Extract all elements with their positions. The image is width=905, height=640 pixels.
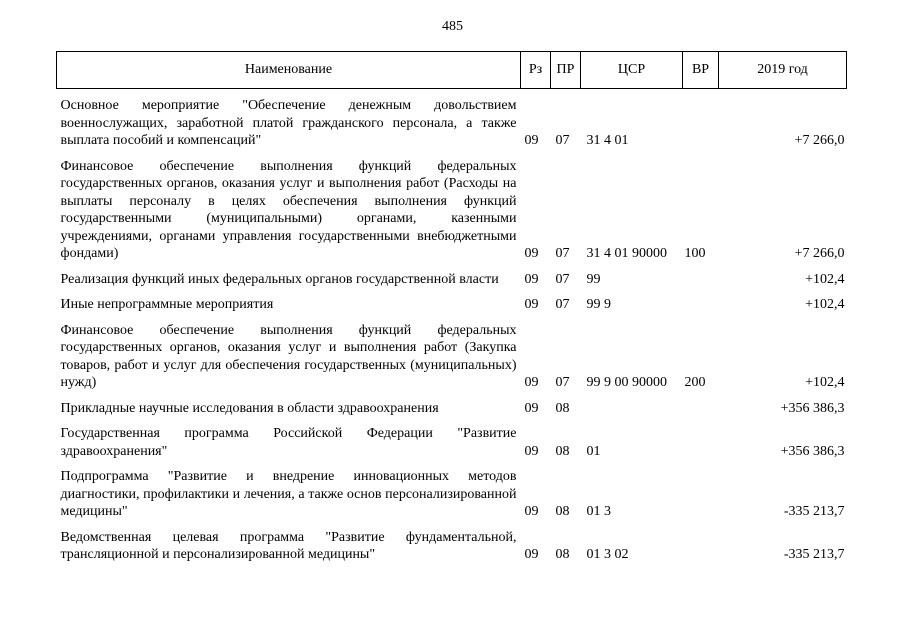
column-header-rz: Рз [521, 52, 551, 89]
row-pr: 08 [555, 504, 570, 519]
row-rz: 09 [524, 133, 539, 148]
row-sum: -335 213,7 [783, 504, 845, 519]
row-sum: +7 266,0 [794, 133, 845, 148]
table-row [57, 288, 847, 314]
row-sum: +356 386,3 [780, 443, 845, 459]
row-rz: 09 [524, 443, 539, 459]
row-pr: 07 [555, 271, 570, 287]
row-csr [581, 392, 683, 418]
table-row [57, 263, 847, 289]
row-csr: 99 [586, 271, 601, 287]
row-rz: 09 [524, 400, 539, 416]
row-csr: 31 4 01 90000 [586, 246, 667, 261]
column-header-csr: ЦСР [581, 52, 683, 89]
row-rz: 09 [524, 246, 539, 261]
row-sum: +102,4 [805, 375, 845, 390]
row-sum: +102,4 [805, 271, 845, 287]
column-header-vr: ВР [683, 52, 719, 89]
row-vr [683, 417, 719, 460]
table-row [57, 392, 847, 418]
row-pr: 08 [555, 443, 570, 459]
column-header-name: Наименование [57, 52, 521, 89]
row-vr [683, 521, 719, 564]
table-row [57, 150, 847, 263]
row-rz: 09 [524, 547, 539, 562]
row-pr: 07 [555, 246, 570, 261]
row-csr: 01 3 [586, 504, 611, 519]
row-name: Прикладные научные исследования в области здравоохранения [60, 400, 439, 416]
row-csr: 01 3 02 [586, 547, 629, 562]
row-pr: 08 [555, 400, 570, 416]
table-row [57, 314, 847, 392]
row-csr: 99 9 00 90000 [586, 375, 667, 390]
table-header-row [57, 52, 847, 89]
row-name: Государственная программа Российской Федерации "Развитие здравоохранения" [60, 426, 517, 459]
column-header-year: 2019 год [719, 52, 847, 89]
row-sum: -335 213,7 [783, 547, 845, 562]
row-rz: 09 [524, 504, 539, 519]
table-row [57, 521, 847, 564]
row-vr [683, 288, 719, 314]
row-rz: 09 [524, 375, 539, 390]
row-pr: 07 [555, 375, 570, 390]
row-pr: 08 [555, 547, 570, 562]
row-vr [683, 89, 719, 150]
row-name: Финансовое обеспечение выполнения функций федеральных государственных органов, оказания услуг и выполнения работ (Закупка товаров, работ и услуг для обеспечения государственных (муниципальных) нужд) [60, 322, 517, 390]
row-csr: 31 4 01 [586, 133, 629, 148]
row-name: Реализация функций иных федеральных органов государственной власти [60, 271, 499, 287]
row-pr: 07 [555, 297, 570, 312]
budget-table [56, 51, 847, 564]
row-name: Финансовое обеспечение выполнения функций федеральных государственных органов, оказания услуг и выполнения работ (Расходы на выплаты персоналу в целях обеспечения выполнения функций государственными (муниципальными) органами, казенными учреждениями, органами управления государственными внебюджетными фондами) [60, 158, 517, 261]
row-pr: 07 [555, 133, 570, 148]
column-header-pr: ПР [551, 52, 581, 89]
row-vr [683, 392, 719, 418]
row-csr: 01 [586, 443, 601, 459]
page-number: 485 [442, 19, 463, 34]
table-row [57, 417, 847, 460]
row-rz: 09 [524, 271, 539, 287]
row-name: Подпрограмма "Развитие и внедрение инновационных методов диагностики, профилактики и лечения, а также основ персонализированной медицины" [60, 469, 517, 519]
row-vr [683, 263, 719, 289]
row-name: Иные непрограммные мероприятия [60, 297, 274, 312]
row-name: Основное мероприятие "Обеспечение денежным довольствием военнослужащих, заработной платой гражданского персонала, а также выплата пособий и компенсаций" [60, 98, 517, 148]
row-rz: 09 [524, 297, 539, 312]
row-sum: +356 386,3 [780, 400, 845, 416]
row-vr: 200 [684, 375, 706, 390]
row-name: Ведомственная целевая программа "Развитие фундаментальной, трансляционной и персонализированной медицины" [60, 529, 517, 562]
row-vr [683, 460, 719, 521]
table-row [57, 460, 847, 521]
row-csr: 99 9 [586, 297, 611, 312]
table-row [57, 89, 847, 150]
row-vr: 100 [684, 246, 706, 261]
row-sum: +7 266,0 [794, 246, 845, 261]
row-sum: +102,4 [805, 297, 845, 312]
